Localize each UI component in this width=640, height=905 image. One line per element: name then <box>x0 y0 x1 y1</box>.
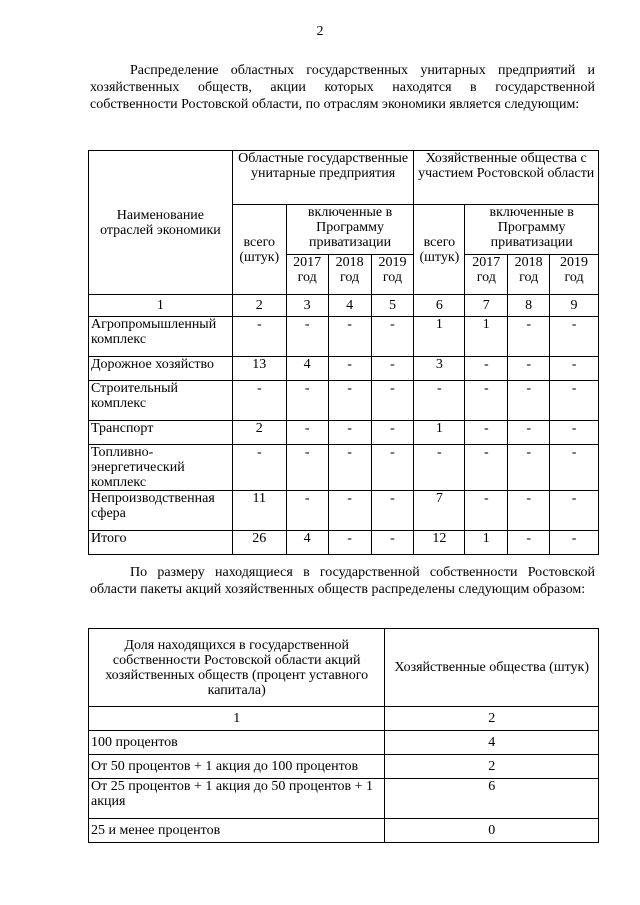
cell-value: - <box>465 421 508 445</box>
col-number: 9 <box>550 295 599 317</box>
cell-value: - <box>328 421 371 445</box>
share-count: 0 <box>385 819 599 843</box>
cell-value: - <box>232 317 286 357</box>
col-number: 1 <box>89 295 233 317</box>
cell-value: 1 <box>414 421 465 445</box>
row-name: Топливно-энергетический комплекс <box>89 445 233 491</box>
cell-value: - <box>550 421 599 445</box>
header-total-2: всего (штук) <box>414 205 465 295</box>
cell-value: - <box>465 357 508 381</box>
cell-value: - <box>550 491 599 531</box>
table-row <box>89 491 599 531</box>
cell-value: - <box>414 381 465 421</box>
sectors-table <box>88 150 599 555</box>
col-number: 6 <box>414 295 465 317</box>
share-count: 2 <box>385 755 599 779</box>
share-label: 25 и менее процентов <box>89 819 385 843</box>
header-companies: Хозяйственные общества (штук) <box>385 629 599 707</box>
cell-value: - <box>286 445 328 491</box>
intro-paragraph: Распределение областных государственных унитарных предприятий и хозяйственных обществ, акции которых находятся в государственной собственности Ростовской области, по отраслям экономики является следующим: <box>90 63 595 112</box>
table-row <box>89 421 599 445</box>
cell-value: - <box>232 381 286 421</box>
cell-value: - <box>328 381 371 421</box>
cell-value: - <box>328 445 371 491</box>
cell-value: - <box>371 445 414 491</box>
col-number: 3 <box>286 295 328 317</box>
cell-value: - <box>328 317 371 357</box>
cell-value: - <box>465 381 508 421</box>
row-name: Строительный комплекс <box>89 381 233 421</box>
cell-value: - <box>508 531 550 555</box>
col-number: 7 <box>465 295 508 317</box>
cell-value: 1 <box>414 317 465 357</box>
col-number: 4 <box>328 295 371 317</box>
header-included-2: включенные в Программу приватизации <box>465 205 599 255</box>
table-row <box>89 317 599 357</box>
cell-value: - <box>465 491 508 531</box>
cell-value: 1 <box>465 317 508 357</box>
header-year-2018: 2018 год <box>328 255 371 295</box>
share-count: 4 <box>385 731 599 755</box>
cell-value: - <box>232 445 286 491</box>
row-name: Дорожное хозяйство <box>89 357 233 381</box>
table-row <box>89 357 599 381</box>
cell-value: - <box>371 317 414 357</box>
column-numbers-row <box>89 295 599 317</box>
shares-paragraph: По размеру находящиеся в государственной собственности Ростовской области пакеты акций хозяйственных обществ распределены следующим образом: <box>90 565 595 597</box>
cell-value: 4 <box>286 357 328 381</box>
col-number: 2 <box>232 295 286 317</box>
cell-value: - <box>550 317 599 357</box>
cell-value: 2 <box>232 421 286 445</box>
cell-value: 3 <box>414 357 465 381</box>
cell-value: - <box>371 381 414 421</box>
table-row <box>89 819 599 843</box>
share-count: 6 <box>385 779 599 819</box>
cell-value: - <box>328 357 371 381</box>
cell-value: - <box>508 381 550 421</box>
cell-value: 12 <box>414 531 465 555</box>
cell-value: - <box>328 491 371 531</box>
cell-value: - <box>286 421 328 445</box>
table-row <box>89 755 599 779</box>
cell-value: - <box>550 445 599 491</box>
page-number: 2 <box>316 24 324 39</box>
shares-table <box>88 628 599 843</box>
col-number: 2 <box>385 707 599 731</box>
header-total-1: всего (штук) <box>232 205 286 295</box>
share-label: 100 процентов <box>89 731 385 755</box>
cell-value: - <box>550 381 599 421</box>
cell-value: - <box>508 357 550 381</box>
row-name: Непроизводственная сфера <box>89 491 233 531</box>
cell-value: - <box>286 381 328 421</box>
cell-value: - <box>371 491 414 531</box>
header-year-2019: 2019 год <box>371 255 414 295</box>
table-row <box>89 731 599 755</box>
table-row-total <box>89 531 599 555</box>
col-number: 1 <box>89 707 385 731</box>
cell-value: - <box>286 491 328 531</box>
cell-value: - <box>508 421 550 445</box>
header-year-2018: 2018 год <box>508 255 550 295</box>
col-number: 8 <box>508 295 550 317</box>
cell-value: - <box>328 531 371 555</box>
cell-value: - <box>465 445 508 491</box>
cell-value: 4 <box>286 531 328 555</box>
header-business-companies: Хозяйственные общества с участием Ростовской области <box>414 151 599 205</box>
header-included-1: включенные в Программу приватизации <box>286 205 414 255</box>
cell-value: 1 <box>465 531 508 555</box>
cell-value: - <box>508 317 550 357</box>
header-sector: Наименование отраслей экономики <box>89 151 233 295</box>
table-row <box>89 779 599 819</box>
header-year-2017: 2017 год <box>286 255 328 295</box>
col-number: 5 <box>371 295 414 317</box>
cell-value: 7 <box>414 491 465 531</box>
cell-value: - <box>371 357 414 381</box>
column-numbers-row <box>89 707 599 731</box>
cell-value: - <box>508 491 550 531</box>
cell-value: - <box>371 531 414 555</box>
cell-value: - <box>508 445 550 491</box>
cell-value: - <box>414 445 465 491</box>
cell-value: - <box>286 317 328 357</box>
cell-value: 11 <box>232 491 286 531</box>
header-year-2017: 2017 год <box>465 255 508 295</box>
row-name: Транспорт <box>89 421 233 445</box>
share-label: От 50 процентов + 1 акция до 100 процентов <box>89 755 385 779</box>
header-year-2019: 2019 год <box>550 255 599 295</box>
cell-value: - <box>550 357 599 381</box>
table-row <box>89 445 599 491</box>
cell-value: - <box>371 421 414 445</box>
share-label: От 25 процентов + 1 акция до 50 процентов + 1 акция <box>89 779 385 819</box>
row-name: Итого <box>89 531 233 555</box>
cell-value: 13 <box>232 357 286 381</box>
row-name: Агропромышленный комплекс <box>89 317 233 357</box>
cell-value: - <box>550 531 599 555</box>
header-share: Доля находящихся в государственной собственности Ростовской области акций хозяйственных обществ (процент уставного капитала) <box>89 629 385 707</box>
cell-value: 26 <box>232 531 286 555</box>
table-row <box>89 381 599 421</box>
header-unitary-enterprises: Областные государственные унитарные предприятия <box>232 151 414 205</box>
